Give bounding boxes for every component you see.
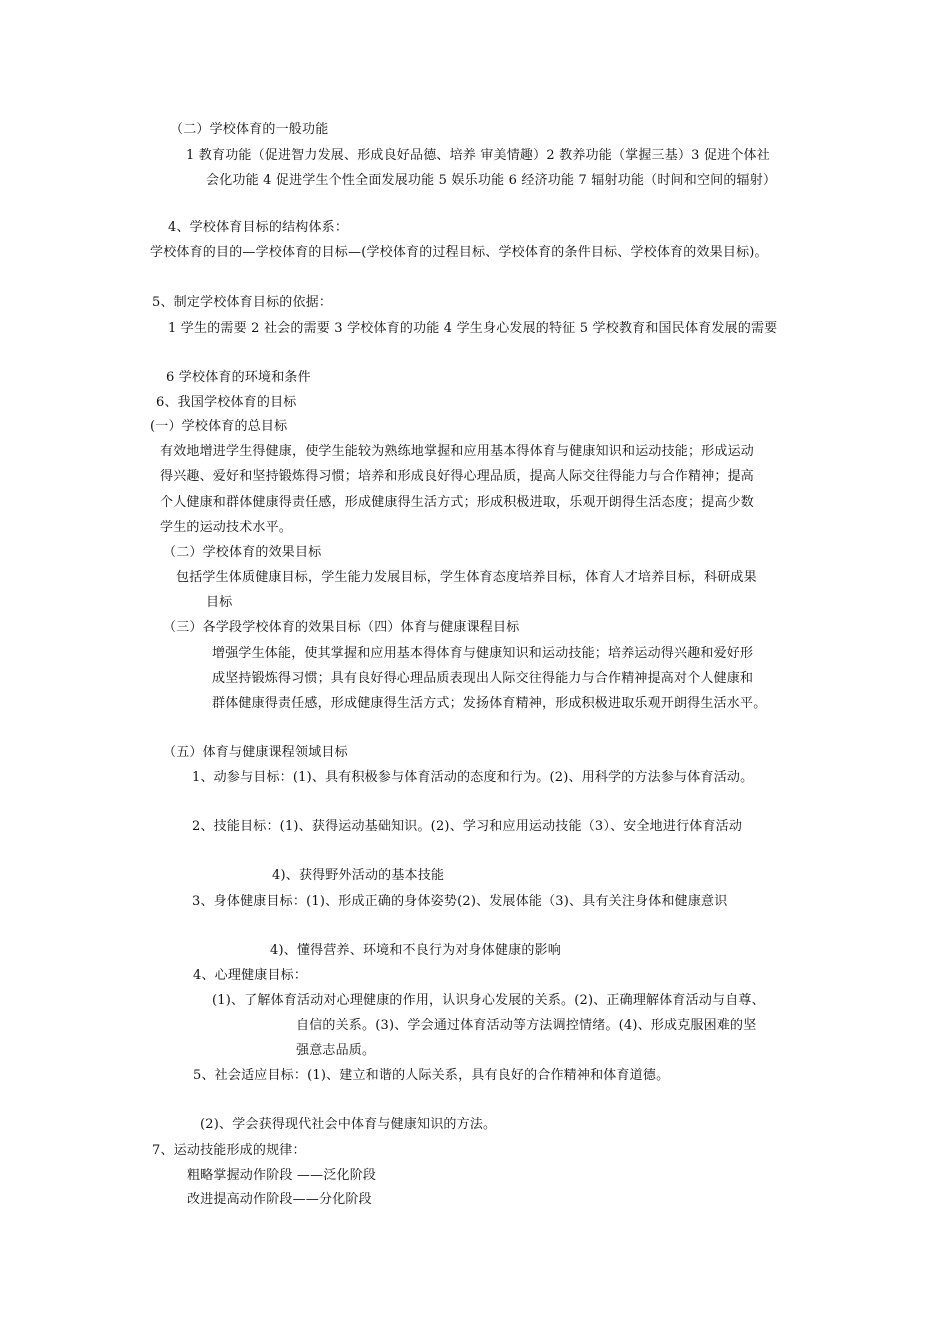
curriculum-goal-line-2: 成坚持锻炼得习惯；具有良好得心理品质表现出人际交往得能力与合作精神提高对个人健康和 — [212, 671, 754, 686]
participation-goal: 1、动参与目标：(1)、具有积极参与体育活动的态度和行为。(2)、用科学的方法参与体育活动。 — [192, 770, 754, 785]
mental-health-heading: 4、心理健康目标： — [193, 968, 308, 983]
overall-goal-line-1: 有效地增进学生得健康，使学生能较为熟练地掌握和应用基本得体育与健康知识和运动技能；形成运动 — [160, 444, 755, 459]
heading-national-goals: 6、我国学校体育的目标 — [156, 395, 297, 410]
effect-goal-line-1: 包括学生体质健康目标，学生能力发展目标，学生体育态度培养目标，体育人才培养目标，科研成果 — [176, 570, 757, 585]
overall-goal-line-4: 学生的运动技术水平。 — [160, 520, 293, 535]
goal-basis-text-6: 6 学校体育的环境和条件 — [166, 370, 311, 385]
goal-structure-text: 学校体育的目的—学校体育的目标—(学校体育的过程目标、学校体育的条件目标、学校体育的效果目标)。 — [150, 245, 768, 260]
heading-skill-formation: 7、运动技能形成的规律： — [152, 1143, 306, 1158]
health-goal-4: 4)、懂得营养、环境和不良行为对身体健康的影响 — [270, 943, 561, 958]
subheading-stage-goals: （三）各学段学校体育的效果目标（四）体育与健康课程目标 — [163, 620, 520, 635]
mental-health-line-3: 强意志品质。 — [296, 1043, 376, 1058]
skill-goal: 2、技能目标：(1)、获得运动基础知识。(2)、学习和应用运动技能（3）、安全地进行体育活动 — [192, 819, 743, 834]
functions-text-line-2: 会化功能 4 促进学生个性全面发展功能 5 娱乐功能 6 经济功能 7 辐射功能（时间和空间的辐射） — [206, 173, 777, 188]
mental-health-line-1: (1)、了解体育活动对心理健康的作用，认识身心发展的关系。(2)、正确理解体育活动与自尊、 — [212, 993, 765, 1008]
health-goal: 3、身体健康目标：(1)、形成正确的身体姿势(2)、发展体能（3)、具有关注身体和健康意识 — [192, 894, 728, 909]
subheading-overall-goal: (一）学校体育的总目标 — [150, 419, 288, 434]
skill-goal-4: 4)、获得野外活动的基本技能 — [272, 868, 445, 883]
skill-stage-2: 改进提高动作阶段——分化阶段 — [187, 1192, 372, 1207]
goal-basis-text: 1 学生的需要 2 社会的需要 3 学校体育的功能 4 学生身心发展的特征 5 学校教育和国民体育发展的需要 — [168, 321, 778, 336]
overall-goal-line-3: 个人健康和群体健康得责任感，形成健康得生活方式；形成积极进取，乐观开朗得生活态度；提高少数 — [160, 495, 755, 510]
curriculum-goal-line-1: 增强学生体能，使其掌握和应用基本得体育与健康知识和运动技能；培养运动得兴趣和爱好形 — [212, 646, 754, 661]
social-goal-2: (2)、学会获得现代社会中体育与健康知识的方法。 — [200, 1117, 497, 1132]
subheading-general-functions: （二）学校体育的一般功能 — [170, 122, 329, 137]
functions-text-line-1: 1 教育功能（促进智力发展、形成良好品德、培养 审美情趣）2 教养功能（掌握三基）3 促进个体社 — [186, 148, 770, 163]
effect-goal-line-2: 目标 — [206, 595, 233, 610]
overall-goal-line-2: 得兴趣、爱好和坚持锻炼得习惯；培养和形成良好得心理品质，提高人际交往得能力与合作精神；提高 — [160, 469, 755, 484]
curriculum-goal-line-3: 群体健康得责任感，形成健康得生活方式；发扬体育精神，形成积极进取乐观开朗得生活水平。 — [212, 696, 767, 711]
mental-health-line-2: 自信的关系。(3)、学会通过体育活动等方法调控情绪。(4)、形成克服困难的坚 — [296, 1018, 757, 1033]
subheading-domain-goals: （五）体育与健康课程领域目标 — [163, 745, 348, 760]
heading-goal-structure: 4、学校体育目标的结构体系： — [168, 220, 349, 235]
social-goal: 5、社会适应目标：(1)、建立和谐的人际关系，具有良好的合作精神和体育道德。 — [193, 1068, 670, 1083]
skill-stage-1: 粗略掌握动作阶段 ——泛化阶段 — [187, 1168, 377, 1183]
heading-goal-basis: 5、制定学校体育目标的依据： — [152, 295, 333, 310]
subheading-effect-goal: （二）学校体育的效果目标 — [163, 545, 322, 560]
